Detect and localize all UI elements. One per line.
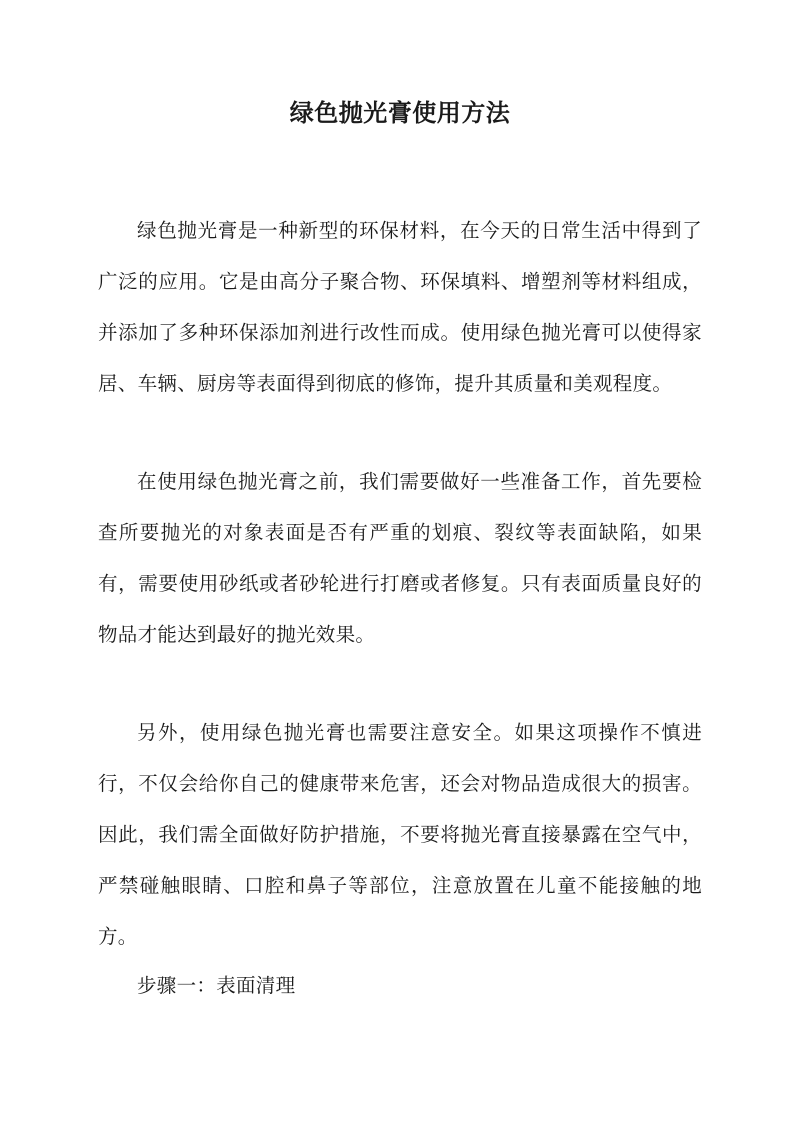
paragraph-safety: 另外，使用绿色抛光膏也需要注意安全。如果这项操作不慎进行，不仅会给你自己的健康带来危害，还会对物品造成很大的损害。因此，我们需全面做好防护措施，不要将抛光膏直接暴露在空气中，严禁碰触眼睛、口腔和鼻子等部位，注意放置在儿童不能接触的地方。 (98, 721, 702, 948)
document-title: 绿色抛光膏使用方法 (289, 98, 511, 127)
paragraph-preparation: 在使用绿色抛光膏之前，我们需要做好一些准备工作，首先要检查所要抛光的对象表面是否有严重的划痕、裂纹等表面缺陷，如果有，需要使用砂纸或者砂轮进行打磨或者修复。只有表面质量良好的物品才能达到最好的抛光效果。 (98, 470, 702, 646)
step-heading: 步骤一：表面清理 (137, 974, 296, 997)
paragraph-intro: 绿色抛光膏是一种新型的环保材料，在今天的日常生活中得到了广泛的应用。它是由高分子聚合物、环保填料、增塑剂等材料组成，并添加了多种环保添加剂进行改性而成。使用绿色抛光膏可以使得家居、车辆、厨房等表面得到彻底的修饰，提升其质量和美观程度。 (98, 219, 702, 395)
